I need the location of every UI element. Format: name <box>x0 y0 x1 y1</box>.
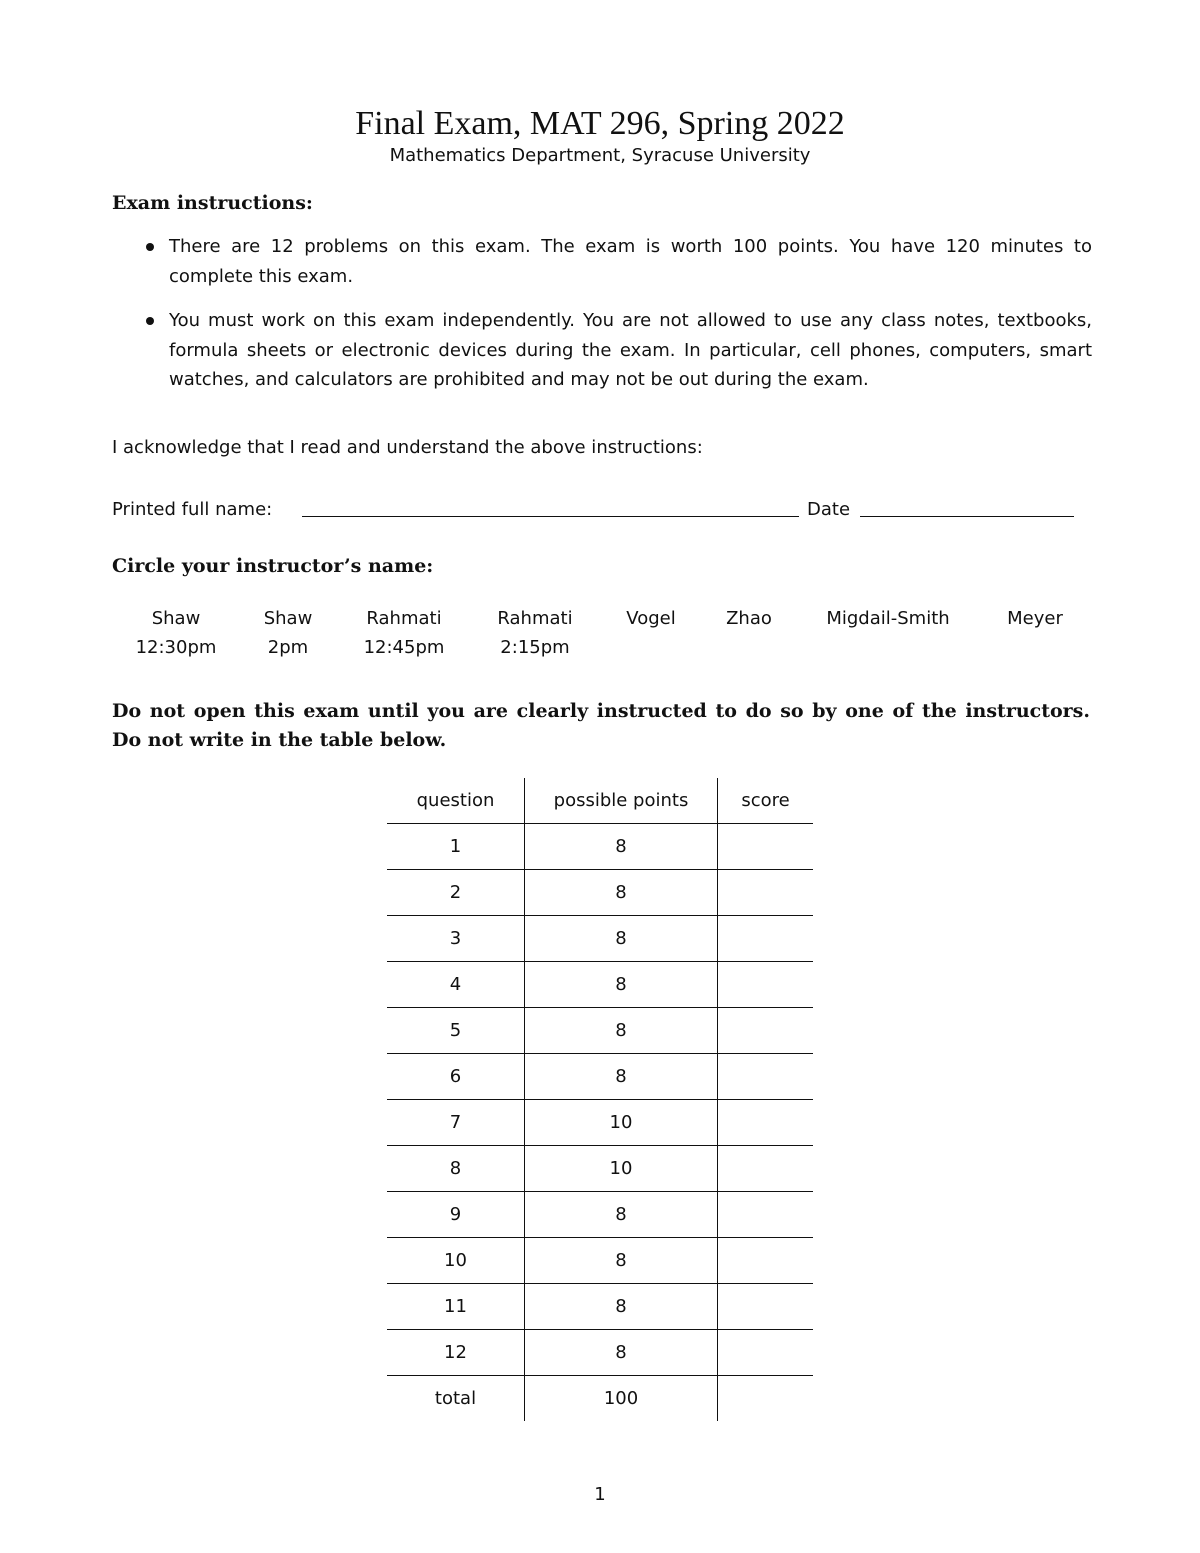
table-row-total <box>387 1376 813 1422</box>
score-cell <box>718 1330 814 1376</box>
score-cell <box>718 916 814 962</box>
acknowledgement-text: I acknowledge that I read and understand the above instructions: <box>112 437 703 458</box>
date-field[interactable] <box>860 516 1074 517</box>
instructor-time: 12:30pm <box>135 637 217 658</box>
question-cell: 7 <box>387 1100 525 1146</box>
table-row <box>387 1054 813 1100</box>
question-cell: 2 <box>387 870 525 916</box>
instructor-name: Rahmati <box>497 608 573 629</box>
points-cell: 8 <box>525 1284 718 1330</box>
instruction-text: You must work on this exam independently. You are not allowed to use any class notes, textbooks, formula sheets or electronic devices during the exam. In particular, cell phones, computers, smart watches, and calculators are prohibited and may not be out during the exam. <box>169 310 1092 390</box>
points-cell: 8 <box>525 916 718 962</box>
column-header-points: possible points <box>525 778 718 824</box>
table-row <box>387 1330 813 1376</box>
instructor-name: Vogel <box>626 608 676 629</box>
instructor-option[interactable] <box>994 604 1076 633</box>
instructor-option[interactable] <box>480 604 590 662</box>
question-cell: 9 <box>387 1192 525 1238</box>
points-cell: 10 <box>525 1146 718 1192</box>
score-cell <box>718 1376 814 1422</box>
score-cell <box>718 1192 814 1238</box>
instructor-time: 12:45pm <box>363 637 445 658</box>
instructor-option[interactable] <box>709 604 789 633</box>
instructor-heading: Circle your instructor’s name: <box>112 555 434 577</box>
page-number: 1 <box>594 1484 606 1505</box>
warning-text: Do not open this exam until you are clearly instructed to do so by one of the instructors. Do not write in the table below. <box>112 700 1090 751</box>
question-cell: total <box>434 1388 477 1409</box>
list-item <box>112 232 1092 291</box>
table-row <box>387 1008 813 1054</box>
column-header-score: score <box>718 778 814 824</box>
bullet-icon <box>146 317 154 325</box>
score-cell <box>718 1238 814 1284</box>
date-label: Date <box>807 499 851 520</box>
score-cell <box>718 1008 814 1054</box>
column-header-question: question <box>387 778 525 824</box>
table-row <box>387 824 813 870</box>
points-cell: 8 <box>525 1330 718 1376</box>
bullet-icon <box>146 243 154 251</box>
table-header-row <box>387 778 813 824</box>
page-title: Final Exam, MAT 296, Spring 2022 <box>355 105 845 142</box>
question-cell: 12 <box>387 1330 525 1376</box>
question-cell: 1 <box>387 824 525 870</box>
points-cell: 8 <box>525 1008 718 1054</box>
points-cell: 100 <box>525 1376 718 1422</box>
instructor-name: Rahmati <box>366 608 442 629</box>
instructor-option[interactable] <box>808 604 968 633</box>
score-cell <box>718 962 814 1008</box>
list-item <box>112 306 1092 395</box>
question-cell: 5 <box>387 1008 525 1054</box>
table-row <box>387 870 813 916</box>
question-cell: 6 <box>387 1054 525 1100</box>
instructions-list <box>112 232 1092 410</box>
score-cell <box>718 870 814 916</box>
points-cell: 8 <box>525 1054 718 1100</box>
points-cell: 10 <box>525 1100 718 1146</box>
page-subtitle: Mathematics Department, Syracuse University <box>389 145 811 166</box>
instructor-name: Migdail-Smith <box>826 608 950 629</box>
instructor-time: 2:15pm <box>500 637 570 658</box>
instructor-option[interactable] <box>611 604 691 633</box>
score-cell <box>718 1100 814 1146</box>
points-cell: 8 <box>525 870 718 916</box>
instruction-text: There are 12 problems on this exam. The exam is worth 100 points. You have 120 minutes to complete this exam. <box>169 236 1092 287</box>
points-cell: 8 <box>525 824 718 870</box>
score-cell <box>718 1284 814 1330</box>
score-cell <box>718 1146 814 1192</box>
instructor-option[interactable] <box>126 604 226 662</box>
instructor-name: Shaw <box>263 608 313 629</box>
name-date-form <box>112 496 1082 524</box>
instructor-name: Zhao <box>726 608 772 629</box>
instructions-heading: Exam instructions: <box>112 192 313 214</box>
instructor-name: Meyer <box>1007 608 1063 629</box>
question-cell: 4 <box>387 962 525 1008</box>
points-cell: 8 <box>525 962 718 1008</box>
name-field[interactable] <box>302 516 799 517</box>
table-row <box>387 916 813 962</box>
instructor-option[interactable] <box>248 604 328 662</box>
points-cell: 8 <box>525 1238 718 1284</box>
instructor-time: 2pm <box>267 637 309 658</box>
points-cell: 8 <box>525 1192 718 1238</box>
table-row <box>387 1238 813 1284</box>
table-row <box>387 1100 813 1146</box>
question-cell: 8 <box>387 1146 525 1192</box>
score-cell <box>718 1054 814 1100</box>
table-row <box>387 1146 813 1192</box>
question-cell: 11 <box>387 1284 525 1330</box>
table-row <box>387 962 813 1008</box>
instructor-name: Shaw <box>151 608 201 629</box>
table-row <box>387 1192 813 1238</box>
question-cell: 10 <box>387 1238 525 1284</box>
name-label: Printed full name: <box>112 499 273 520</box>
instructor-option[interactable] <box>349 604 459 662</box>
table-row <box>387 1284 813 1330</box>
score-cell <box>718 824 814 870</box>
score-table <box>387 778 813 1421</box>
question-cell: 3 <box>387 916 525 962</box>
